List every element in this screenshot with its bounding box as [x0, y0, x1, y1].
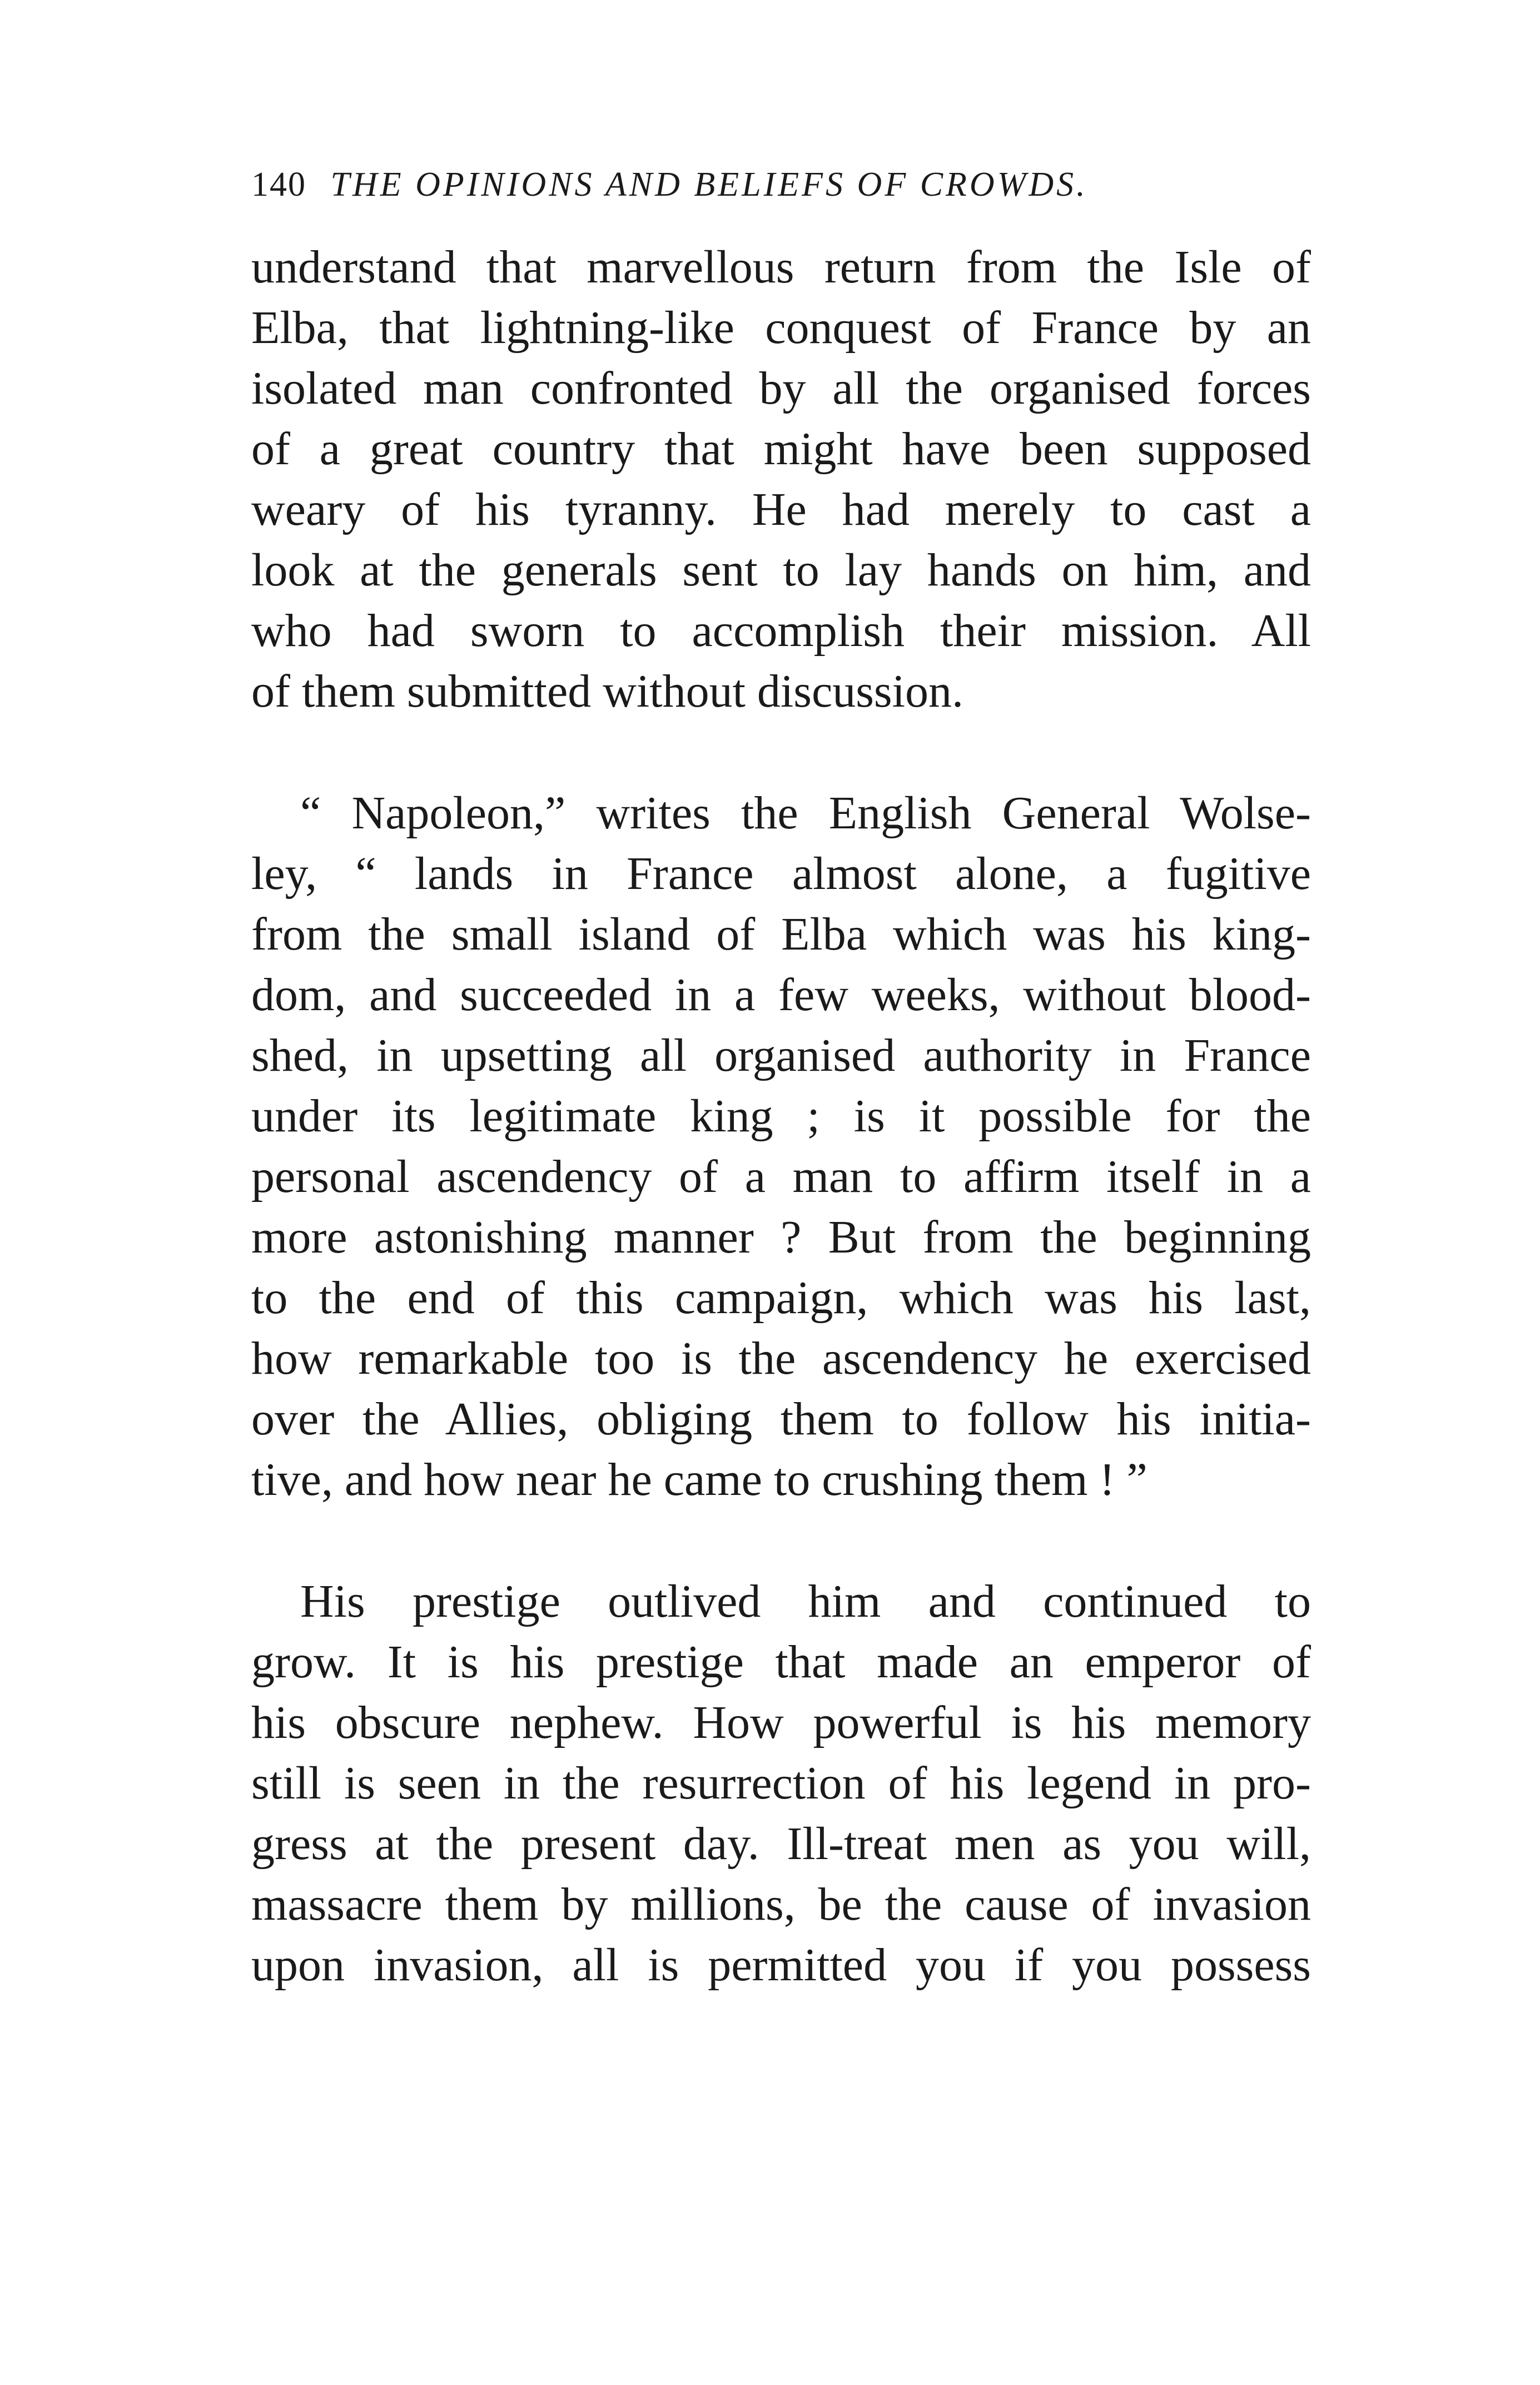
text-line: look at the generals sent to lay hands on him, and	[251, 544, 1311, 596]
text-line: still is seen in the resurrection of his legend in pro-	[251, 1757, 1311, 1809]
text-line: over the Allies, obliging them to follow his initia-	[251, 1393, 1311, 1445]
text-line: to the end of this campaign, which was his last,	[251, 1272, 1311, 1324]
paragraph-2	[251, 783, 1311, 1510]
text-line: understand that marvellous return from the Isle of	[251, 241, 1311, 293]
paragraph-1	[251, 237, 1311, 722]
text-line: his obscure nephew. How powerful is his memory	[251, 1697, 1311, 1748]
text-line: upon invasion, all is permitted you if you possess	[251, 1939, 1311, 1991]
text-line: His prestige outlived him and continued to	[300, 1576, 1311, 1627]
text-line: massacre them by millions, be the cause of invasion	[251, 1879, 1311, 1930]
text-line: from the small island of Elba which was his king-	[251, 908, 1311, 960]
text-line: of them submitted without discussion.	[251, 665, 963, 717]
text-line: under its legitimate king ; is it possible for the	[251, 1090, 1311, 1142]
page-number: 140	[251, 166, 306, 203]
book-page	[251, 157, 1311, 1995]
text-line: Elba, that lightning-like conquest of France by an	[251, 302, 1311, 354]
text-line: more astonishing manner ? But from the beginning	[251, 1211, 1311, 1263]
text-line: gress at the present day. Ill-treat men as you will,	[251, 1818, 1311, 1870]
text-line: personal ascendency of a man to affirm itself in a	[251, 1151, 1311, 1203]
text-line: dom, and succeeded in a few weeks, without blood-	[251, 969, 1311, 1021]
text-line: who had sworn to accomplish their mission. All	[251, 605, 1311, 657]
running-title: THE OPINIONS AND BELIEFS OF CROWDS.	[330, 166, 1088, 203]
text-line: how remarkable too is the ascendency he exercised	[251, 1333, 1311, 1384]
text-line: tive, and how near he came to crushing them ! ”	[251, 1454, 1147, 1505]
text-line: grow. It is his prestige that made an emperor of	[251, 1636, 1311, 1688]
text-line: ley, “ lands in France almost alone, a fugitive	[251, 848, 1311, 900]
text-line: weary of his tyranny. He had merely to cast a	[251, 484, 1311, 535]
paragraph-3	[251, 1571, 1311, 1995]
text-line: of a great country that might have been supposed	[251, 423, 1311, 475]
text-line: isolated man confronted by all the organised forces	[251, 362, 1311, 414]
text-line: “ Napoleon,” writes the English General Wolse-	[300, 787, 1311, 839]
text-line: shed, in upsetting all organised authority in France	[251, 1030, 1311, 1081]
running-head	[251, 157, 1311, 212]
